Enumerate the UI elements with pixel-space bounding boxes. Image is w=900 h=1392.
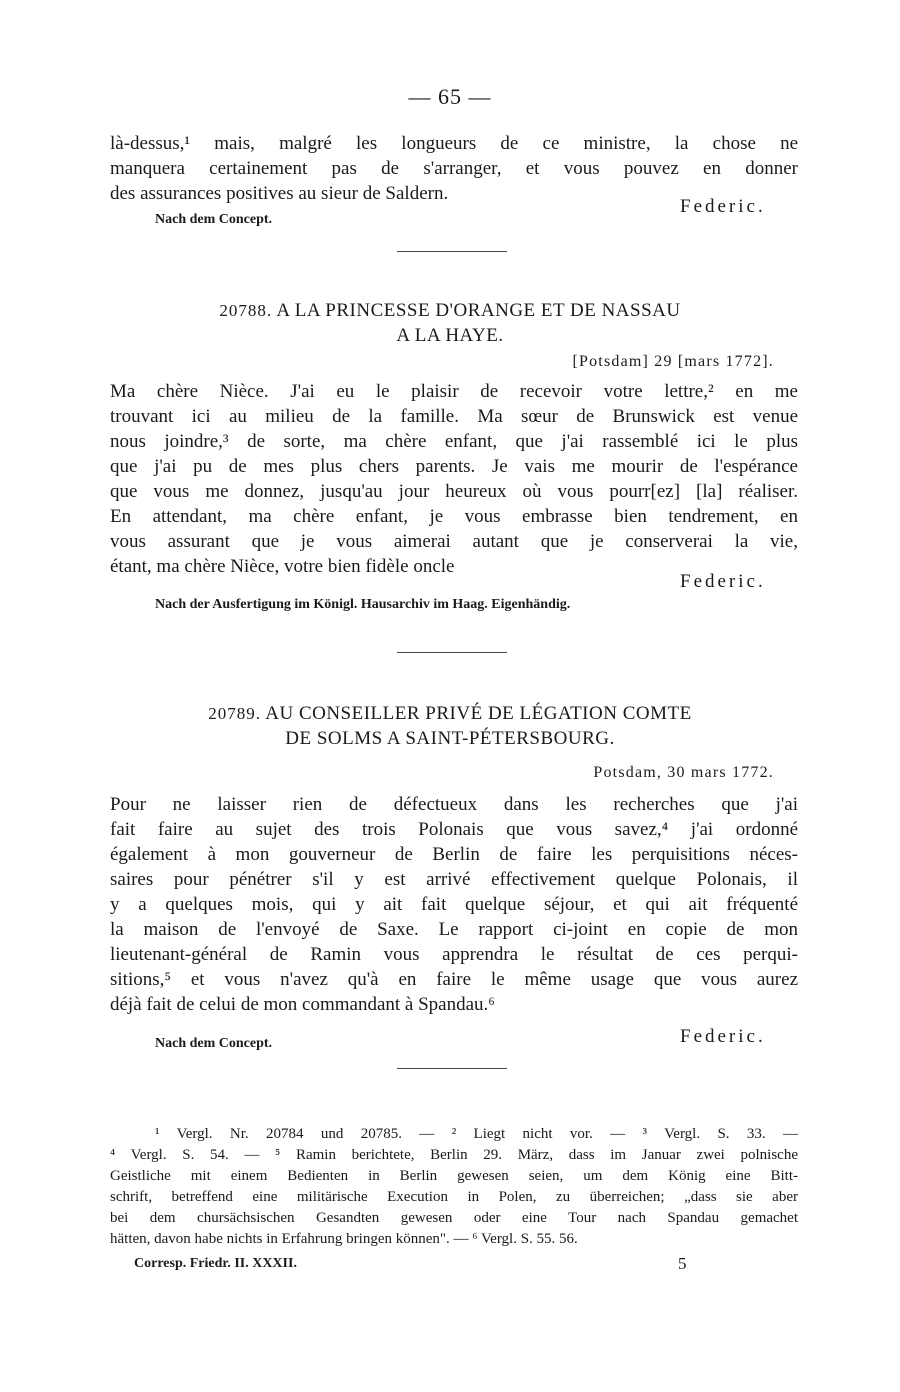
footer-sheet-number: 5 [678,1254,687,1273]
letter-20789-heading-line2: DE SOLMS A SAINT-PÉTERSBOURG. [285,728,615,749]
letter-20789-line-5: y a quelques mois, qui y ait fait quelque séjour, et qui ait fréquenté [110,894,798,915]
letter-20788-source-note: Nach der Ausfertigung im Königl. Hausarchiv im Haag. Eigenhändig. [155,597,571,612]
letter-20788-line-8: étant, ma chère Nièce, votre bien fidèle oncle [110,556,455,577]
letter-20788-line-4: que j'ai pu de mes plus chers parents. Je vais me mourir de l'espérance [110,456,798,477]
letter-20789-signature: Federic. [680,1026,766,1047]
letter-20789-source-note: Nach dem Concept. [155,1036,273,1051]
letter-20789-line-1: Pour ne laisser rien de défectueux dans les recherches que j'ai [110,794,798,815]
letter-20789-line-7: lieutenant-général de Ramin vous apprendra le résultat de ces perqui- [110,944,798,965]
intro-line-2: manquera certainement pas de s'arranger, et vous pouvez en donner [110,158,798,179]
section-divider [397,251,507,252]
letter-20788-heading-line2: A LA HAYE. [396,325,504,346]
letter-20789-dateline: Potsdam, 30 mars 1772. [593,764,774,781]
footnote-line-6: hätten, davon habe nichts in Erfahrung bringen können". — ⁶ Vergl. S. 55. 56. [110,1231,578,1247]
letter-20788-line-6: En attendant, ma chère enfant, je vous embrasse bien tendrement, en [110,506,798,527]
page-number: — 65 — [408,84,492,109]
letter-20788-line-1: Ma chère Nièce. J'ai eu le plaisir de recevoir votre lettre,² en me [110,381,798,402]
letter-20788-signature: Federic. [680,571,766,592]
letter-20788-heading-line1: A LA PRINCESSE D'ORANGE ET DE NASSAU [276,300,681,321]
footnote-line-2: ⁴ Vergl. S. 54. — ⁵ Ramin berichtete, Berlin 29. März, dass im Januar zwei polnische [110,1147,798,1163]
letter-20789-line-2: fait faire au sujet des trois Polonais que vous savez,⁴ j'ai ordonné [110,819,798,840]
letter-20788-heading [0,300,900,322]
intro-line-3: des assurances positives au sieur de Saldern. [110,183,449,204]
letter-20789-heading-line1: AU CONSEILLER PRIVÉ DE LÉGATION COMTE [265,703,692,724]
footnote-line-1: ¹ Vergl. Nr. 20784 und 20785. — ² Liegt nicht vor. — ³ Vergl. S. 33. — [155,1126,798,1142]
letter-20788-line-3: nous joindre,³ de sorte, ma chère enfant, que j'ai rassemblé ici le plus [110,431,798,452]
letter-20788-line-7: vous assurant que je vous aimerai autant que je conserverai la vie, [110,531,798,552]
intro-source-note: Nach dem Concept. [155,212,273,227]
letter-20788-line-2: trouvant ici au milieu de la famille. Ma sœur de Brunswick est venue [110,406,798,427]
letter-20789-line-6: la maison de l'envoyé de Saxe. Le rapport ci-joint en copie de mon [110,919,798,940]
letter-20789-line-4: saires pour pénétrer s'il y est arrivé effectivement quelque Polonais, il [110,869,798,890]
footer-signature-mark: Corresp. Friedr. II. XXXII. [134,1256,297,1271]
section-divider [397,652,507,653]
letter-20788-number: 20788. [219,301,273,320]
letter-20788-line-5: que vous me donnez, jusqu'au jour heureux où vous pourr[ez] [la] réaliser. [110,481,798,502]
letter-20788-dateline: [Potsdam] 29 [mars 1772]. [572,353,774,370]
letter-20789-line-9: déjà fait de celui de mon commandant à Spandau.⁶ [110,994,495,1015]
footnote-line-3: Geistliche mit einem Bedienten in Berlin gewesen seien, um dem König eine Bitt- [110,1168,798,1184]
intro-signature: Federic. [680,196,766,217]
letter-20789-number: 20789. [208,704,262,723]
footnote-line-5: bei dem chursächsischen Gesandten gewesen oder eine Tour nach Spandau gemachet [110,1210,798,1226]
footnote-line-4: schrift, betreffend eine militärische Execution in Polen, zu überreichen; „dass sie aber [110,1189,798,1205]
letter-20789-heading [0,703,900,725]
section-divider [397,1068,507,1069]
letter-20789-line-3: également à mon gouverneur de Berlin de faire les perquisitions néces- [110,844,798,865]
letter-20789-line-8: sitions,⁵ et vous n'avez qu'à en faire le même usage que vous aurez [110,969,798,990]
intro-line-1: là-dessus,¹ mais, malgré les longueurs de ce ministre, la chose ne [110,133,798,154]
